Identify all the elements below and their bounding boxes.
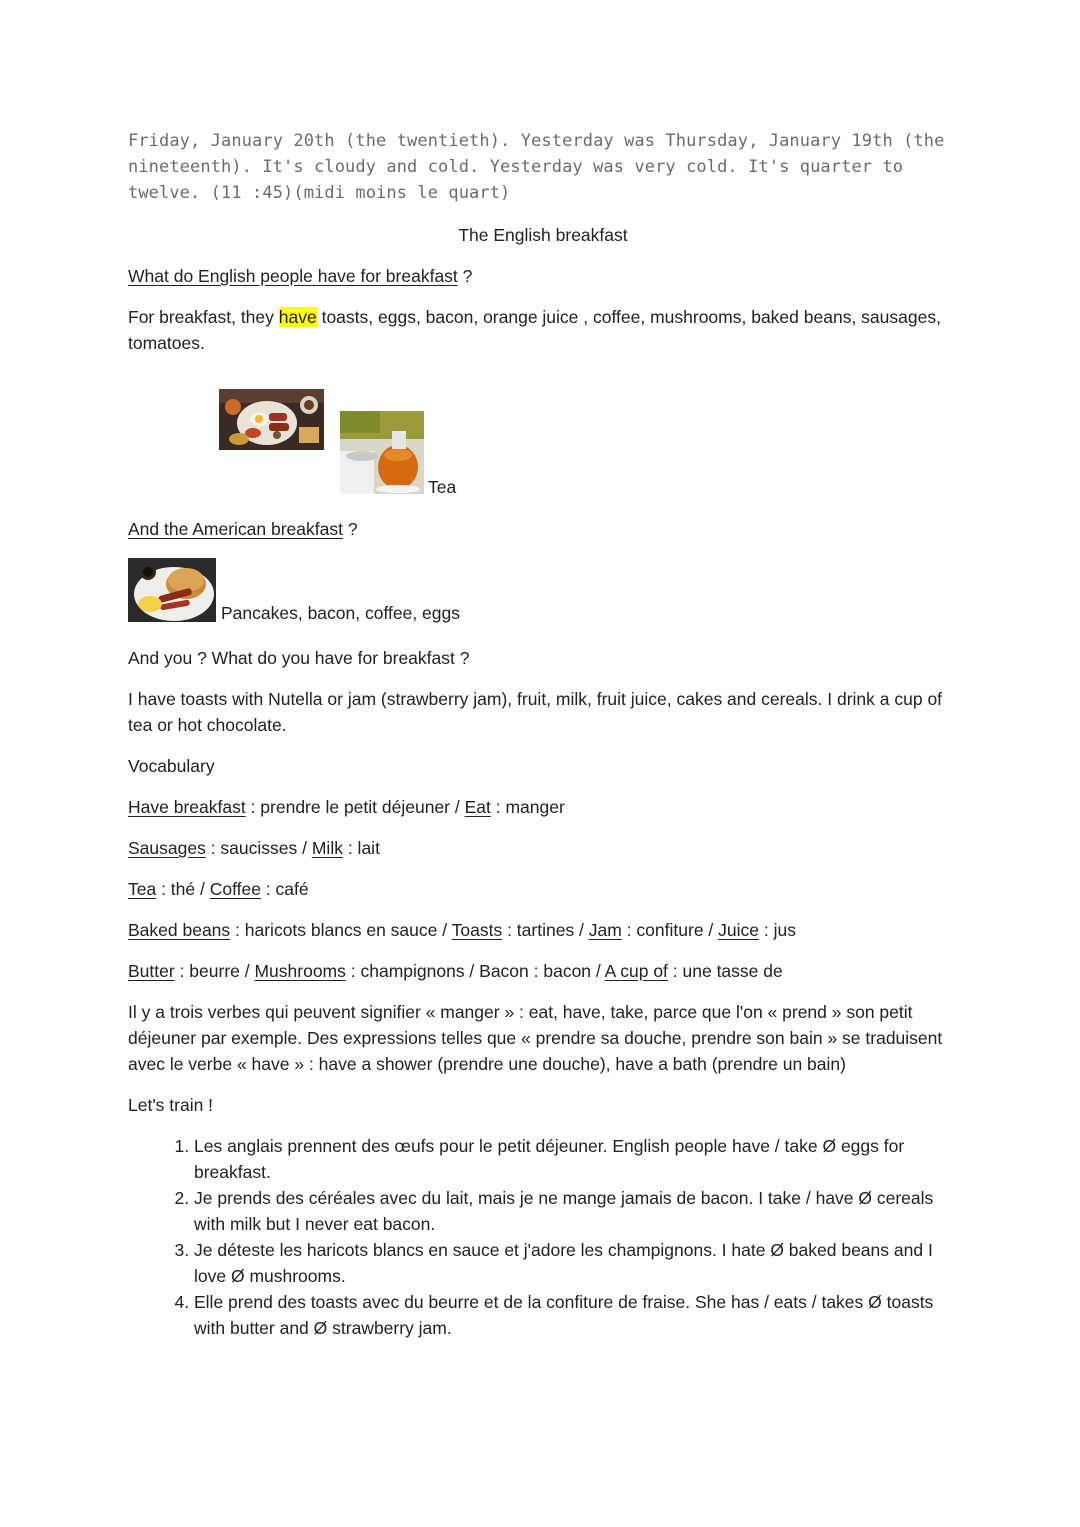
question-english-text: What do English people have for breakfast [128,266,458,286]
vocab-term: Juice [718,920,759,940]
question-mark: ? [342,519,358,539]
exercise-item: 1. Les anglais prennent des œufs pour le petit déjeuner. English people have / take Ø eggs for breakfast. [194,1133,958,1185]
vocab-def: : une tasse de [667,961,783,981]
answer-part: toasts, eggs, bacon, orange juice , coffee, mushrooms, baked beans, sausages, tomatoes. [128,307,941,353]
explanation-paragraph: Il y a trois verbes qui peuvent signifier « manger » : eat, have, take, parce que l'on « prend » son petit déjeuner par exemple. Des expressions telles que « prendre sa douche, prendre son bain » se traduisent avec le verbe « have » : have a shower (prendre une douche), have a bath (prendre un bain) [128,1002,943,1074]
exercise-item: 2. Je prends des céréales avec du lait, mais je ne mange jamais de bacon. I take / have Ø cereals with milk but I never eat bacon. [194,1185,958,1237]
vocab-def: : champignons / Bacon : bacon / [345,961,605,981]
question-mark: ? [457,266,473,286]
page-title: The English breakfast [458,225,628,245]
vocab-term: Have breakfast [128,797,246,817]
vocab-line [128,958,958,984]
vocab-line [128,876,958,902]
vocab-def: : tartines / [502,920,589,940]
vocab-term: Tea [128,879,157,899]
question-american-text: And the American breakfast [128,519,343,539]
vocab-def: : beurre / [174,961,255,981]
vocab-def: : café [260,879,309,899]
exercise-item: 4. Elle prend des toasts avec du beurre et de la confiture de fraise. She has / eats / takes Ø toasts with butter and Ø strawberry jam. [194,1289,958,1341]
vocab-def: : saucisses / [205,838,312,858]
vocab-term: Toasts [451,920,503,940]
train-title: Let's train ! [128,1095,214,1115]
vocab-term: Baked beans [128,920,231,940]
document-page [128,128,958,1341]
vocab-def: : manger [490,797,565,817]
vocabulary-title: Vocabulary [128,756,215,776]
vocab-term: Mushrooms [254,961,346,981]
vocab-def: : thé / [156,879,210,899]
vocab-term: Milk [311,838,343,858]
question-english [128,263,958,289]
exercise-list [128,1133,958,1341]
vocab-def: : prendre le petit déjeuner / [245,797,465,817]
date-line: Friday, January 20th (the twentieth). Yesterday was Thursday, January 19th (the nineteenth). It's cloudy and cold. Yesterday was very cold. It's quarter to twelve. (11 :45)(midi moins le quart) [128,131,945,203]
vocab-line [128,917,958,943]
vocab-def: : confiture / [621,920,719,940]
highlighted-word: have [278,307,317,327]
exercise-item: 3. Je déteste les haricots blancs en sauce et j'adore les champignons. I hate Ø baked beans and I love Ø mushrooms. [194,1237,958,1289]
vocab-term: Coffee [209,879,261,899]
tea-caption: Tea [428,477,457,497]
answer-you: I have toasts with Nutella or jam (strawberry jam), fruit, milk, fruit juice, cakes and cereals. I drink a cup of tea or hot chocolate. [128,689,943,735]
vocab-term: Butter [128,961,175,981]
question-american [128,516,958,542]
vocab-term: Sausages [128,838,206,858]
vocab-line [128,835,958,861]
vocab-def: : jus [759,920,796,940]
vocab-def: : lait [342,838,380,858]
vocab-line [128,794,958,820]
vocab-term: A cup of [604,961,668,981]
question-you: And you ? What do you have for breakfast ? [128,648,470,668]
answer-part: For breakfast, they [128,307,279,327]
vocab-def: : haricots blancs en sauce / [230,920,452,940]
vocab-term: Jam [588,920,622,940]
vocab-term: Eat [464,797,491,817]
american-breakfast-caption: Pancakes, bacon, coffee, eggs [221,603,461,623]
answer-english [128,304,958,356]
